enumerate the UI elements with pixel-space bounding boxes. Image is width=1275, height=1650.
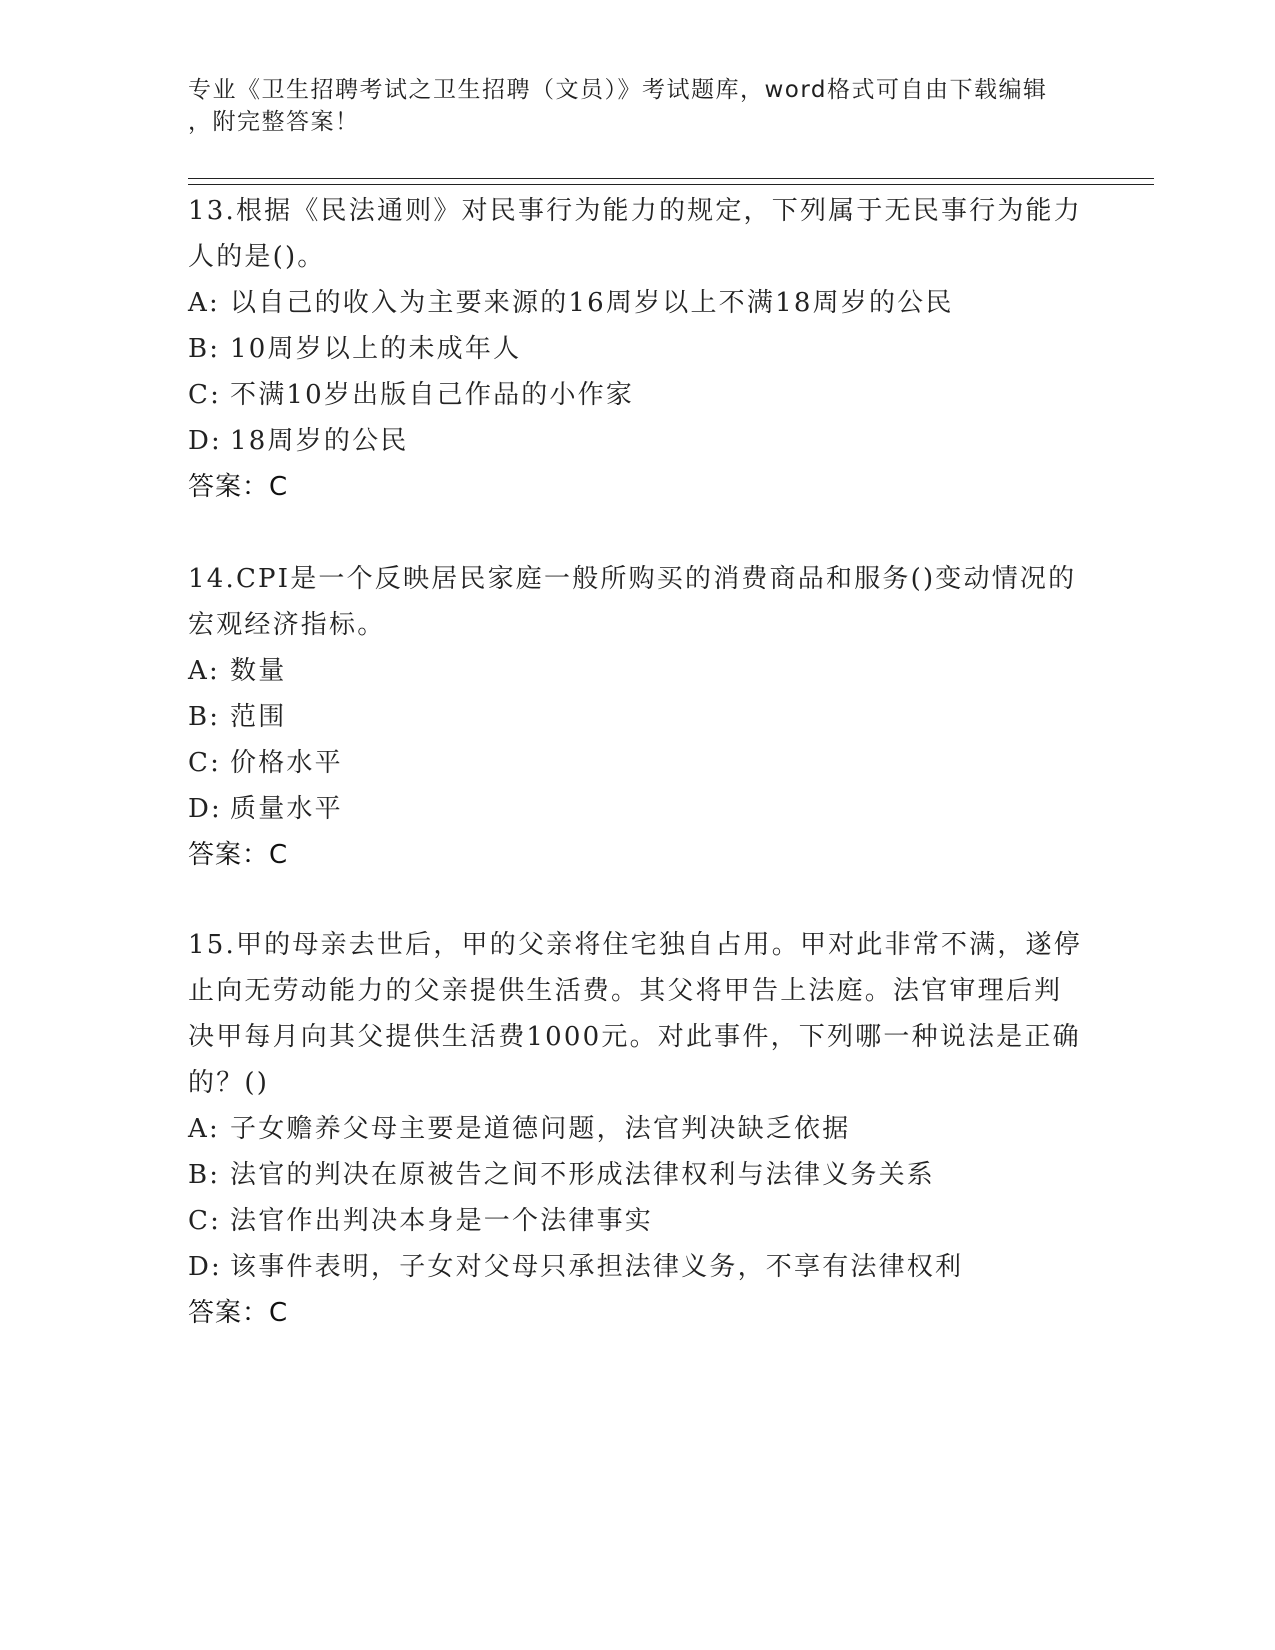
- option-text: 数量: [230, 656, 287, 686]
- option-b: [188, 326, 1088, 372]
- option-text: 范围: [230, 702, 287, 732]
- option-letter: B:: [188, 1160, 221, 1190]
- option-letter: C:: [188, 380, 222, 410]
- option-c: [188, 1198, 1088, 1244]
- header-divider-top: [188, 178, 1154, 179]
- header-line-2: ，附完整答案！: [188, 109, 360, 135]
- option-text: 该事件表明，子女对父母只承担法律义务，不享有法律权利: [230, 1252, 964, 1282]
- option-text: 质量水平: [230, 794, 343, 824]
- header-line-1: 专业《卫生招聘考试之卫生招聘（文员）》考试题库，word格式可自由下载编辑: [188, 77, 1048, 103]
- option-letter: D:: [188, 794, 223, 824]
- option-letter: C:: [188, 1206, 222, 1236]
- answer-line: 答案：C: [188, 472, 289, 502]
- question-14: [188, 556, 1088, 878]
- option-letter: D:: [188, 1252, 223, 1282]
- option-b: [188, 1152, 1088, 1198]
- question-13: [188, 188, 1088, 510]
- option-letter: A:: [188, 288, 220, 318]
- option-letter: C:: [188, 748, 222, 778]
- option-text: 价格水平: [230, 748, 343, 778]
- header-divider-bottom: [188, 184, 1154, 185]
- question-text: 15.甲的母亲去世后，甲的父亲将住宅独自占用。甲对此非常不满，遂停止向无劳动能力的父亲提供生活费。其父将甲告上法庭。法官审理后判决甲每月向其父提供生活费1000元。对此事件，下列哪一种说法是正确的？(): [188, 930, 1082, 1098]
- option-c: [188, 740, 1088, 786]
- option-letter: D:: [188, 426, 223, 456]
- answer-line: 答案：C: [188, 840, 289, 870]
- answer-line: 答案：C: [188, 1298, 289, 1328]
- option-text: 不满10岁出版自己作品的小作家: [230, 380, 635, 410]
- option-text: 法官作出判决本身是一个法律事实: [230, 1206, 654, 1236]
- option-text: 法官的判决在原被告之间不形成法律权利与法律义务关系: [230, 1160, 936, 1190]
- option-text: 18周岁的公民: [230, 426, 409, 456]
- question-15: [188, 922, 1088, 1336]
- option-d: [188, 1244, 1088, 1290]
- option-a: [188, 648, 1088, 694]
- option-b: [188, 694, 1088, 740]
- option-c: [188, 372, 1088, 418]
- option-letter: A:: [188, 656, 220, 686]
- question-text: 14.CPI是一个反映居民家庭一般所购买的消费商品和服务()变动情况的宏观经济指标。: [188, 564, 1077, 640]
- option-text: 以自己的收入为主要来源的16周岁以上不满18周岁的公民: [230, 288, 954, 318]
- option-d: [188, 418, 1088, 464]
- document-header: [188, 74, 1078, 138]
- option-text: 子女赡养父母主要是道德问题，法官判决缺乏依据: [230, 1114, 851, 1144]
- option-text: 10周岁以上的未成年人: [230, 334, 522, 364]
- question-text: 13.根据《民法通则》对民事行为能力的规定，下列属于无民事行为能力人的是()。: [188, 196, 1082, 272]
- option-d: [188, 786, 1088, 832]
- option-letter: B:: [188, 702, 221, 732]
- option-letter: A:: [188, 1114, 220, 1144]
- option-a: [188, 280, 1088, 326]
- option-a: [188, 1106, 1088, 1152]
- option-letter: B:: [188, 334, 221, 364]
